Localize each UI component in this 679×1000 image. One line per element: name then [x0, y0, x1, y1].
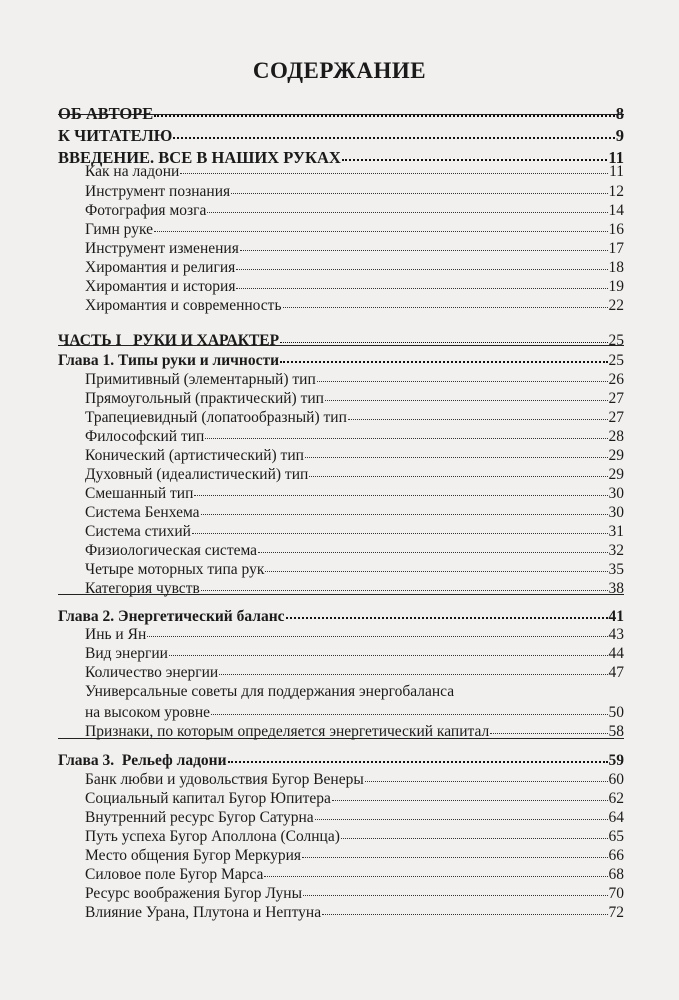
toc-entry[interactable]: Инь и Ян 43	[85, 624, 624, 644]
toc-entry[interactable]: Система стихий 31	[85, 521, 624, 541]
toc-entry-introduction[interactable]: ВВЕДЕНИЕ. ВСЕ В НАШИХ РУКАХ 11	[58, 147, 624, 167]
toc-entry-multiline-first[interactable]: Универсальные советы для поддержания энергобаланса	[85, 683, 455, 700]
toc-entry[interactable]: Конический (артистический) тип 29	[85, 445, 624, 465]
toc-entry[interactable]: Физиологическая система 32	[85, 540, 624, 560]
toc-entry[interactable]: Количество энергии 47	[85, 662, 624, 682]
toc-entry[interactable]: Путь успеха Бугор Аполлона (Солнца) 65	[85, 826, 624, 846]
toc-entry[interactable]: Четыре моторных типа рук 35	[85, 559, 624, 579]
toc-entry[interactable]: Влияние Урана, Плутона и Нептуна 72	[85, 902, 624, 922]
toc-entry-to-reader[interactable]: К ЧИТАТЕЛЮ 9	[58, 125, 624, 145]
toc-entry[interactable]: Трапециевидный (лопатообразный) тип 27	[85, 407, 624, 427]
toc-entry[interactable]: Хиромантия и история 19	[85, 276, 624, 296]
toc-entry[interactable]: Социальный капитал Бугор Юпитера 62	[85, 788, 624, 808]
toc-entry[interactable]: Прямоугольный (практический) тип 27	[85, 388, 624, 408]
toc-entry[interactable]: Примитивный (элементарный) тип 26	[85, 369, 624, 389]
toc-entry-about-author[interactable]: ОБ АВТОРЕ 8	[58, 103, 624, 123]
toc-entry[interactable]: Инструмент изменения 17	[85, 238, 624, 258]
toc-entry-part-1[interactable]: ЧАСТЬ I РУКИ И ХАРАКТЕР 25	[58, 330, 624, 350]
toc-entry[interactable]: Фотография мозга 14	[85, 200, 624, 220]
toc-entry-chapter-3[interactable]: Глава 3. Рельеф ладони 59	[58, 749, 624, 770]
toc-entry-chapter-1[interactable]: Глава 1. Типы руки и личности 25	[58, 349, 624, 370]
toc-entry[interactable]: Хиромантия и современность 22	[85, 295, 624, 315]
toc-entry[interactable]: Инструмент познания 12	[85, 181, 624, 201]
page-title: СОДЕРЖАНИЕ	[252, 58, 427, 83]
toc-entry[interactable]: Как на ладони 11	[85, 161, 624, 181]
divider	[58, 738, 624, 739]
toc-entry[interactable]: Ресурс воображения Бугор Луны 70	[85, 883, 624, 903]
divider	[58, 594, 624, 595]
toc-entry[interactable]: Духовный (идеалистический) тип 29	[85, 464, 624, 484]
toc-entry[interactable]: Силовое поле Бугор Марса 68	[85, 864, 624, 884]
toc-entry[interactable]: Хиромантия и религия 18	[85, 257, 624, 277]
toc-entry[interactable]: Место общения Бугор Меркурия 66	[85, 845, 624, 865]
divider	[58, 345, 624, 346]
toc-entry[interactable]: Философский тип 28	[85, 426, 624, 446]
toc-entry[interactable]: на высоком уровне 50	[85, 702, 624, 722]
toc-entry[interactable]: Система Бенхема 30	[85, 502, 624, 522]
toc-entry[interactable]: Признаки, по которым определяется энергетический капитал 58	[85, 721, 624, 741]
toc-entry[interactable]: Смешанный тип 30	[85, 483, 624, 503]
toc-entry[interactable]: Гимн руке 16	[85, 219, 624, 239]
toc-entry-chapter-2[interactable]: Глава 2. Энергетический баланс 41	[58, 605, 624, 626]
toc-entry[interactable]: Вид энергии 44	[85, 643, 624, 663]
toc-entry[interactable]: Внутренний ресурс Бугор Сатурна 64	[85, 807, 624, 827]
toc-entry[interactable]: Категория чувств 38	[85, 578, 624, 598]
toc-entry[interactable]: Банк любви и удовольствия Бугор Венеры 60	[85, 769, 624, 789]
